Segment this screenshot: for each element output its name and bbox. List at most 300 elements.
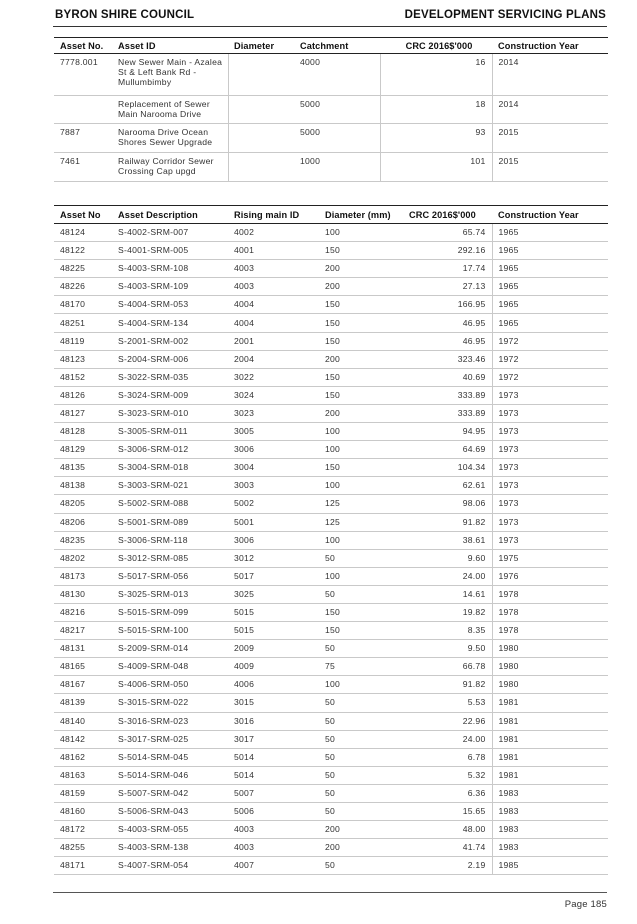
table-row: [54, 278, 608, 296]
crc-cell: 24.00: [403, 730, 492, 748]
asset-description-cell: S-4003-SRM-055: [112, 821, 228, 839]
diameter-cell: 200: [319, 350, 403, 368]
asset-no-cell: 48206: [54, 513, 112, 531]
asset-no-cell: 48122: [54, 242, 112, 260]
catchment-cell: 4000: [294, 54, 380, 96]
diameter-cell: 200: [319, 260, 403, 278]
crc-cell: 27.13: [403, 278, 492, 296]
asset-no-cell: 48159: [54, 784, 112, 802]
asset-description-cell: S-3023-SRM-010: [112, 404, 228, 422]
asset-description-cell: S-3025-SRM-013: [112, 585, 228, 603]
crc-cell: 66.78: [403, 658, 492, 676]
construction-year-cell: 1981: [492, 730, 608, 748]
crc-cell: 38.61: [403, 531, 492, 549]
asset-no-cell: 48124: [54, 224, 112, 242]
table-row: [54, 748, 608, 766]
diameter-cell: [228, 54, 294, 96]
catchment-cell: 1000: [294, 153, 380, 182]
construction-year-cell: 1981: [492, 766, 608, 784]
rising-main-id-cell: 5014: [228, 766, 319, 784]
diameter-cell: [228, 124, 294, 153]
crc-cell: 91.82: [403, 513, 492, 531]
diameter-cell: 50: [319, 803, 403, 821]
asset-no-cell: 48167: [54, 676, 112, 694]
construction-year-cell: 1965: [492, 314, 608, 332]
asset-description-cell: S-4006-SRM-050: [112, 676, 228, 694]
construction-year-cell: 1978: [492, 585, 608, 603]
table-row: [54, 803, 608, 821]
rising-main-id-cell: 5015: [228, 622, 319, 640]
crc-cell: 65.74: [403, 224, 492, 242]
asset-no-cell: 48173: [54, 567, 112, 585]
asset-description-cell: S-3017-SRM-025: [112, 730, 228, 748]
diameter-cell: 125: [319, 495, 403, 513]
rising-main-id-cell: 5001: [228, 513, 319, 531]
crc-cell: 333.89: [403, 404, 492, 422]
table-row: [54, 622, 608, 640]
crc-cell: 292.16: [403, 242, 492, 260]
construction-year-cell: 2014: [492, 96, 608, 124]
construction-year-cell: 1973: [492, 459, 608, 477]
rising-main-id-cell: 3022: [228, 368, 319, 386]
asset-description-cell: S-4009-SRM-048: [112, 658, 228, 676]
construction-year-cell: 1973: [492, 423, 608, 441]
rising-main-id-cell: 4004: [228, 314, 319, 332]
asset-no-cell: 48217: [54, 622, 112, 640]
asset-no-cell: 48142: [54, 730, 112, 748]
asset-no-cell: 48130: [54, 585, 112, 603]
diameter-cell: 200: [319, 278, 403, 296]
asset-no-cell: 48235: [54, 531, 112, 549]
crc-cell: 46.95: [403, 314, 492, 332]
asset-no-cell: 48171: [54, 857, 112, 875]
asset-description-cell: S-3006-SRM-118: [112, 531, 228, 549]
table-row: [54, 513, 608, 531]
asset-no-cell: 7887: [54, 124, 112, 153]
table-row: [54, 314, 608, 332]
table-row: [54, 784, 608, 802]
rising-main-id-cell: 4007: [228, 857, 319, 875]
construction-year-cell: 1973: [492, 441, 608, 459]
diameter-cell: 100: [319, 567, 403, 585]
construction-year-cell: 2014: [492, 54, 608, 96]
crc-cell: 9.60: [403, 549, 492, 567]
asset-description-cell: S-5014-SRM-046: [112, 766, 228, 784]
crc-cell: 40.69: [403, 368, 492, 386]
asset-no-cell: 48226: [54, 278, 112, 296]
construction-year-cell: 1981: [492, 748, 608, 766]
crc-cell: 94.95: [403, 423, 492, 441]
diameter-cell: 200: [319, 839, 403, 857]
catchment-cell: 5000: [294, 124, 380, 153]
rising-main-id-cell: 2009: [228, 640, 319, 658]
construction-year-cell: 1965: [492, 224, 608, 242]
construction-year-cell: 1983: [492, 784, 608, 802]
asset-description-cell: S-3015-SRM-022: [112, 694, 228, 712]
asset-no-cell: 48251: [54, 314, 112, 332]
table-row: [54, 821, 608, 839]
construction-year-cell: 1973: [492, 495, 608, 513]
column-header: Asset No: [54, 206, 112, 224]
rising-main-id-cell: 3016: [228, 712, 319, 730]
crc-cell: 64.69: [403, 441, 492, 459]
construction-year-cell: 1976: [492, 567, 608, 585]
construction-year-cell: 2015: [492, 153, 608, 182]
rising-main-id-cell: 5007: [228, 784, 319, 802]
table-row: [54, 640, 608, 658]
table-row: [54, 766, 608, 784]
rising-main-id-cell: 5006: [228, 803, 319, 821]
asset-description-cell: S-4007-SRM-054: [112, 857, 228, 875]
table-row: [54, 386, 608, 404]
diameter-cell: 50: [319, 694, 403, 712]
diameter-cell: 100: [319, 531, 403, 549]
diameter-cell: 150: [319, 314, 403, 332]
asset-no-cell: 48126: [54, 386, 112, 404]
rising-main-id-cell: 3004: [228, 459, 319, 477]
table-row: [54, 712, 608, 730]
table-row: [54, 96, 608, 124]
rising-main-id-cell: 4003: [228, 821, 319, 839]
crc-cell: 18: [380, 96, 492, 124]
construction-year-cell: 1973: [492, 404, 608, 422]
rising-main-id-cell: 5014: [228, 748, 319, 766]
diameter-cell: 100: [319, 423, 403, 441]
column-header: Construction Year: [492, 38, 608, 54]
asset-description-cell: S-3003-SRM-021: [112, 477, 228, 495]
rising-main-id-cell: 3023: [228, 404, 319, 422]
crc-cell: 5.53: [403, 694, 492, 712]
column-header: Catchment: [294, 38, 380, 54]
asset-description-cell: S-2001-SRM-002: [112, 332, 228, 350]
crc-cell: 62.61: [403, 477, 492, 495]
table-row: [54, 242, 608, 260]
diameter-cell: 100: [319, 676, 403, 694]
column-header: Diameter: [228, 38, 294, 54]
diameter-cell: 150: [319, 459, 403, 477]
asset-no-cell: 48170: [54, 296, 112, 314]
asset-description-cell: S-3006-SRM-012: [112, 441, 228, 459]
table-header-row: [54, 38, 608, 54]
table-row: [54, 603, 608, 621]
crc-cell: 323.46: [403, 350, 492, 368]
table-row: [54, 857, 608, 875]
asset-description-cell: S-5015-SRM-099: [112, 603, 228, 621]
rising-main-id-cell: 3015: [228, 694, 319, 712]
column-header: Asset Description: [112, 206, 228, 224]
diameter-cell: 50: [319, 585, 403, 603]
table-row: [54, 404, 608, 422]
construction-year-cell: 1965: [492, 260, 608, 278]
column-header: Asset No.: [54, 38, 112, 54]
crc-cell: 48.00: [403, 821, 492, 839]
diameter-cell: 50: [319, 766, 403, 784]
construction-year-cell: 1981: [492, 712, 608, 730]
rising-main-id-cell: 4004: [228, 296, 319, 314]
asset-no-cell: 48140: [54, 712, 112, 730]
rising-main-id-cell: 4002: [228, 224, 319, 242]
asset-description-cell: S-5001-SRM-089: [112, 513, 228, 531]
asset-description-cell: S-4002-SRM-007: [112, 224, 228, 242]
diameter-cell: 200: [319, 821, 403, 839]
diameter-cell: 150: [319, 242, 403, 260]
diameter-cell: 200: [319, 404, 403, 422]
diameter-cell: 50: [319, 784, 403, 802]
asset-description-cell: S-4003-SRM-138: [112, 839, 228, 857]
rising-main-id-cell: 3025: [228, 585, 319, 603]
asset-id-cell: Replacement of Sewer Main Narooma Drive: [112, 96, 228, 124]
column-header: Rising main ID: [228, 206, 319, 224]
asset-no-cell: 48160: [54, 803, 112, 821]
asset-description-cell: S-3005-SRM-011: [112, 423, 228, 441]
diameter-cell: 125: [319, 513, 403, 531]
table-row: [54, 332, 608, 350]
construction-year-cell: 1978: [492, 622, 608, 640]
table-row: [54, 839, 608, 857]
crc-cell: 93: [380, 124, 492, 153]
rising-main-id-cell: 4006: [228, 676, 319, 694]
asset-description-cell: S-5002-SRM-088: [112, 495, 228, 513]
table-row: [54, 54, 608, 96]
crc-cell: 15.65: [403, 803, 492, 821]
construction-year-cell: 1965: [492, 278, 608, 296]
asset-description-cell: S-5017-SRM-056: [112, 567, 228, 585]
crc-cell: 91.82: [403, 676, 492, 694]
asset-no-cell: 48205: [54, 495, 112, 513]
construction-year-cell: 1972: [492, 350, 608, 368]
table-header-row: [54, 206, 608, 224]
asset-no-cell: 48119: [54, 332, 112, 350]
asset-no-cell: 7778.001: [54, 54, 112, 96]
asset-id-cell: Railway Corridor Sewer Crossing Cap upgd: [112, 153, 228, 182]
crc-cell: 98.06: [403, 495, 492, 513]
rising-mains-table: [54, 205, 608, 875]
asset-description-cell: S-4001-SRM-005: [112, 242, 228, 260]
asset-description-cell: S-3016-SRM-023: [112, 712, 228, 730]
asset-description-cell: S-5007-SRM-042: [112, 784, 228, 802]
construction-year-cell: 1981: [492, 694, 608, 712]
asset-no-cell: 7461: [54, 153, 112, 182]
construction-year-cell: 2015: [492, 124, 608, 153]
rising-main-id-cell: 4003: [228, 839, 319, 857]
table-row: [54, 296, 608, 314]
asset-no-cell: 48128: [54, 423, 112, 441]
construction-year-cell: 1978: [492, 603, 608, 621]
table-row: [54, 260, 608, 278]
diameter-cell: 50: [319, 712, 403, 730]
sewer-upgrades-table: [54, 37, 608, 182]
asset-no-cell: 48123: [54, 350, 112, 368]
rising-main-id-cell: 4001: [228, 242, 319, 260]
diameter-cell: 75: [319, 658, 403, 676]
asset-description-cell: S-4004-SRM-134: [112, 314, 228, 332]
asset-description-cell: S-3012-SRM-085: [112, 549, 228, 567]
crc-cell: 101: [380, 153, 492, 182]
crc-cell: 6.78: [403, 748, 492, 766]
column-header: Construction Year: [492, 206, 608, 224]
table-row: [54, 694, 608, 712]
rising-main-id-cell: 3017: [228, 730, 319, 748]
rising-main-id-cell: 4003: [228, 278, 319, 296]
diameter-cell: 150: [319, 622, 403, 640]
crc-cell: 22.96: [403, 712, 492, 730]
asset-description-cell: S-5006-SRM-043: [112, 803, 228, 821]
crc-cell: 16: [380, 54, 492, 96]
rising-main-id-cell: 5017: [228, 567, 319, 585]
asset-description-cell: S-5015-SRM-100: [112, 622, 228, 640]
asset-description-cell: S-5014-SRM-045: [112, 748, 228, 766]
asset-no-cell: 48255: [54, 839, 112, 857]
diameter-cell: 100: [319, 441, 403, 459]
construction-year-cell: 1983: [492, 821, 608, 839]
asset-no-cell: 48131: [54, 640, 112, 658]
asset-no-cell: 48163: [54, 766, 112, 784]
column-header: CRC 2016$'000: [380, 38, 492, 54]
rising-main-id-cell: 3024: [228, 386, 319, 404]
asset-description-cell: S-4003-SRM-109: [112, 278, 228, 296]
rising-main-id-cell: 3006: [228, 531, 319, 549]
construction-year-cell: 1965: [492, 296, 608, 314]
crc-cell: 19.82: [403, 603, 492, 621]
page-number: Page 185: [564, 899, 607, 910]
construction-year-cell: 1980: [492, 658, 608, 676]
rising-main-id-cell: 4003: [228, 260, 319, 278]
asset-description-cell: S-4004-SRM-053: [112, 296, 228, 314]
table-row: [54, 224, 608, 242]
document-title: DEVELOPMENT SERVICING PLANS: [404, 9, 606, 21]
asset-no-cell: 48135: [54, 459, 112, 477]
rising-main-id-cell: 2001: [228, 332, 319, 350]
rising-main-id-cell: 4009: [228, 658, 319, 676]
construction-year-cell: 1980: [492, 640, 608, 658]
diameter-cell: 150: [319, 296, 403, 314]
asset-no-cell: 48225: [54, 260, 112, 278]
rising-main-id-cell: 2004: [228, 350, 319, 368]
asset-description-cell: S-3024-SRM-009: [112, 386, 228, 404]
table-row: [54, 350, 608, 368]
crc-cell: 104.34: [403, 459, 492, 477]
asset-no-cell: [54, 96, 112, 124]
crc-cell: 14.61: [403, 585, 492, 603]
rising-main-id-cell: 5015: [228, 603, 319, 621]
table-row: [54, 368, 608, 386]
asset-no-cell: 48138: [54, 477, 112, 495]
crc-cell: 6.36: [403, 784, 492, 802]
table-row: [54, 549, 608, 567]
crc-cell: 166.95: [403, 296, 492, 314]
crc-cell: 9.50: [403, 640, 492, 658]
asset-id-cell: New Sewer Main - Azalea St & Left Bank Rd - Mullumbimby: [112, 54, 228, 96]
council-name: BYRON SHIRE COUNCIL: [55, 9, 195, 21]
diameter-cell: 100: [319, 477, 403, 495]
table-row: [54, 531, 608, 549]
crc-cell: 46.95: [403, 332, 492, 350]
construction-year-cell: 1973: [492, 477, 608, 495]
asset-no-cell: 48172: [54, 821, 112, 839]
diameter-cell: 50: [319, 748, 403, 766]
asset-no-cell: 48152: [54, 368, 112, 386]
construction-year-cell: 1985: [492, 857, 608, 875]
asset-no-cell: 48162: [54, 748, 112, 766]
table-row: [54, 567, 608, 585]
column-header: Asset ID: [112, 38, 228, 54]
diameter-cell: 100: [319, 224, 403, 242]
header-rule: [53, 26, 607, 27]
diameter-cell: 50: [319, 549, 403, 567]
construction-year-cell: 1983: [492, 803, 608, 821]
diameter-cell: 50: [319, 857, 403, 875]
table-row: [54, 124, 608, 153]
construction-year-cell: 1973: [492, 386, 608, 404]
table-row: [54, 459, 608, 477]
crc-cell: 333.89: [403, 386, 492, 404]
column-header: CRC 2016$'000: [403, 206, 492, 224]
asset-no-cell: 48127: [54, 404, 112, 422]
crc-cell: 2.19: [403, 857, 492, 875]
diameter-cell: [228, 96, 294, 124]
diameter-cell: 150: [319, 603, 403, 621]
rising-main-id-cell: 3005: [228, 423, 319, 441]
table-row: [54, 441, 608, 459]
footer-rule: [53, 892, 607, 893]
crc-cell: 17.74: [403, 260, 492, 278]
diameter-cell: [228, 153, 294, 182]
asset-no-cell: 48202: [54, 549, 112, 567]
asset-description-cell: S-2004-SRM-006: [112, 350, 228, 368]
asset-no-cell: 48139: [54, 694, 112, 712]
column-header: Diameter (mm): [319, 206, 403, 224]
construction-year-cell: 1973: [492, 531, 608, 549]
crc-cell: 5.32: [403, 766, 492, 784]
crc-cell: 24.00: [403, 567, 492, 585]
asset-no-cell: 48216: [54, 603, 112, 621]
construction-year-cell: 1975: [492, 549, 608, 567]
construction-year-cell: 1980: [492, 676, 608, 694]
diameter-cell: 50: [319, 640, 403, 658]
asset-description-cell: S-2009-SRM-014: [112, 640, 228, 658]
asset-description-cell: S-4003-SRM-108: [112, 260, 228, 278]
rising-main-id-cell: 3003: [228, 477, 319, 495]
rising-main-id-cell: 5002: [228, 495, 319, 513]
rising-main-id-cell: 3012: [228, 549, 319, 567]
construction-year-cell: 1972: [492, 332, 608, 350]
table-row: [54, 730, 608, 748]
table-row: [54, 676, 608, 694]
construction-year-cell: 1983: [492, 839, 608, 857]
crc-cell: 8.35: [403, 622, 492, 640]
table-row: [54, 495, 608, 513]
diameter-cell: 50: [319, 730, 403, 748]
asset-description-cell: S-3022-SRM-035: [112, 368, 228, 386]
catchment-cell: 5000: [294, 96, 380, 124]
table-row: [54, 477, 608, 495]
asset-description-cell: S-3004-SRM-018: [112, 459, 228, 477]
table-row: [54, 153, 608, 182]
crc-cell: 41.74: [403, 839, 492, 857]
table-row: [54, 423, 608, 441]
construction-year-cell: 1972: [492, 368, 608, 386]
construction-year-cell: 1965: [492, 242, 608, 260]
table-row: [54, 585, 608, 603]
diameter-cell: 150: [319, 368, 403, 386]
asset-no-cell: 48129: [54, 441, 112, 459]
diameter-cell: 150: [319, 386, 403, 404]
rising-main-id-cell: 3006: [228, 441, 319, 459]
asset-id-cell: Narooma Drive Ocean Shores Sewer Upgrade: [112, 124, 228, 153]
construction-year-cell: 1973: [492, 513, 608, 531]
table-row: [54, 658, 608, 676]
diameter-cell: 150: [319, 332, 403, 350]
